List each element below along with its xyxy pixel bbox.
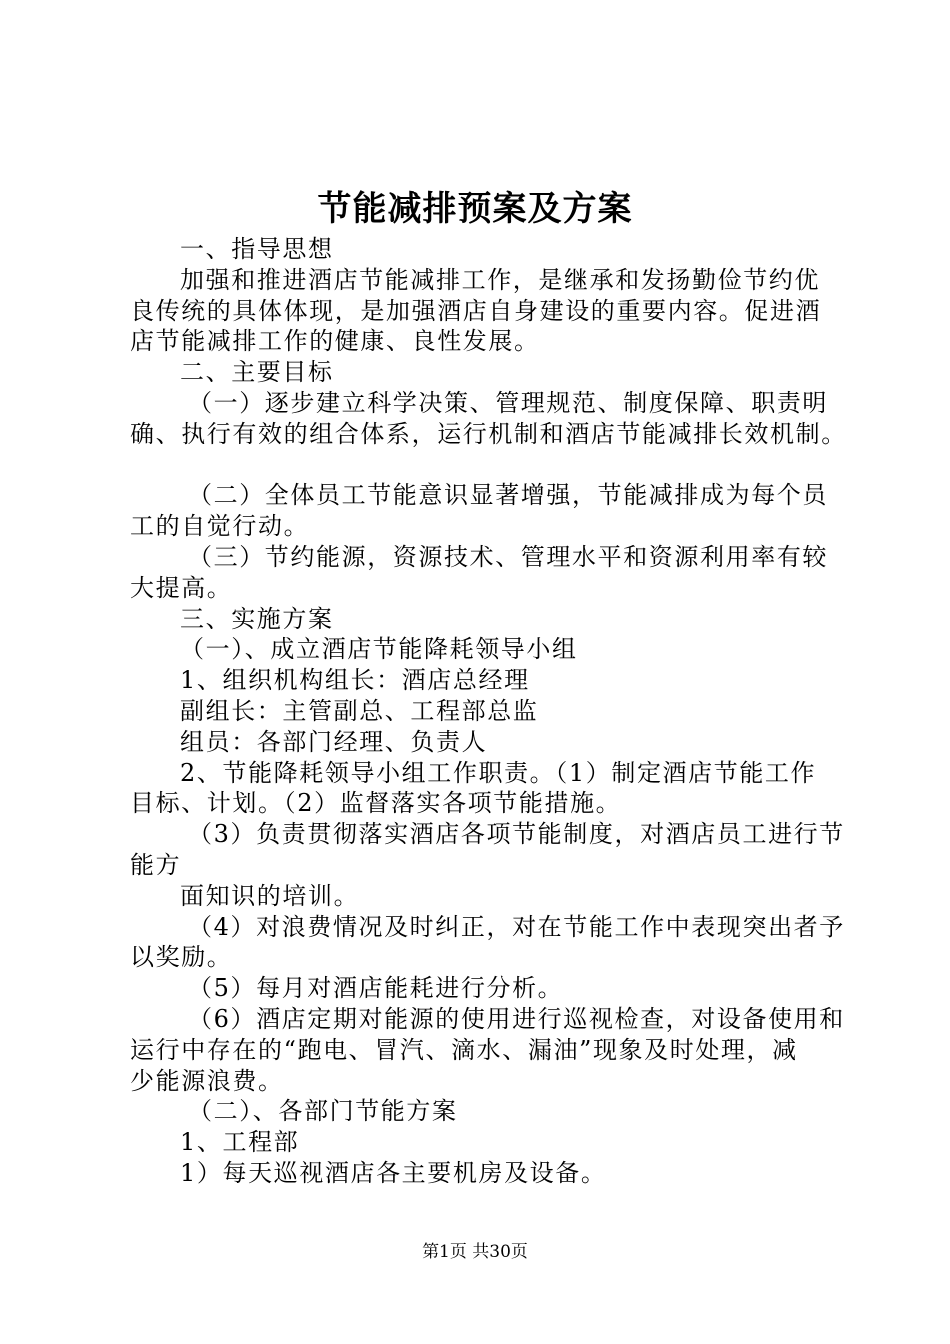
paragraph-line: （3）负责贯彻落实酒店各项节能制度，对酒店员工进行节 [188,820,845,849]
paragraph-line: 工的自觉行动。 [130,512,310,541]
paragraph-line: （4）对浪费情况及时纠正，对在节能工作中表现突出者予 [188,912,845,941]
subsection-heading: （二）、各部门节能方案 [188,1097,458,1126]
paragraph-line: 良传统的具体体现，是加强酒店自身建设的重要内容。促进酒 [130,296,822,325]
paragraph-line: （5）每月对酒店能耗进行分析。 [188,974,564,1003]
paragraph-line: （6）酒店定期对能源的使用进行巡视检查，对设备使用和 [188,1004,845,1033]
paragraph-line: 1）每天巡视酒店各主要机房及设备。 [180,1158,607,1187]
paragraph-line: 店节能减排工作的健康、良性发展。 [130,327,540,356]
paragraph-line: （三）节约能源，资源技术、管理水平和资源利用率有较 [188,542,828,571]
document-body [130,234,850,1189]
paragraph-line: 2、节能降耗领导小组工作职责。（1）制定酒店节能工作 [180,758,817,787]
section-heading: 三、实施方案 [180,604,334,633]
paragraph-line: 目标、计划。（2）监督落实各项节能措施。 [130,789,622,818]
paragraph-line: 组员：各部门经理、负责人 [180,727,488,756]
section-heading: 二、主要目标 [180,358,334,387]
page-footer: 第1页 共30页 [422,1242,528,1262]
paragraph-line: 运行中存在的“跑电、冒汽、滴水、漏油”现象及时处理，减 [130,1035,798,1064]
paragraph-line: 1、组织机构组长：酒店总经理 [180,666,530,695]
paragraph-line: 副组长：主管副总、工程部总监 [180,696,539,725]
paragraph-line: 能方 [130,850,182,879]
paragraph-line: 加强和推进酒店节能减排工作，是继承和发扬勤俭节约优 [180,265,820,294]
paragraph-line: 确、执行有效的组合体系，运行机制和酒店节能减排长效机制。 [130,419,847,448]
paragraph-line: 面知识的培训。 [180,881,360,910]
paragraph-line: （一）逐步建立科学决策、管理规范、制度保障、职责明 [188,388,828,417]
section-heading: 一、指导思想 [180,235,334,263]
document-title: 节能减排预案及方案 [317,189,633,229]
paragraph-line: 少能源浪费。 [130,1066,284,1095]
blank-line [130,450,850,481]
subsection-heading: （一）、成立酒店节能降耗领导小组 [180,635,578,664]
paragraph-line: 以奖励。 [130,943,233,972]
paragraph-line: 1、工程部 [180,1128,300,1157]
paragraph-line: （二）全体员工节能意识显著增强，节能减排成为每个员 [188,481,828,510]
paragraph-line: 大提高。 [130,573,233,602]
